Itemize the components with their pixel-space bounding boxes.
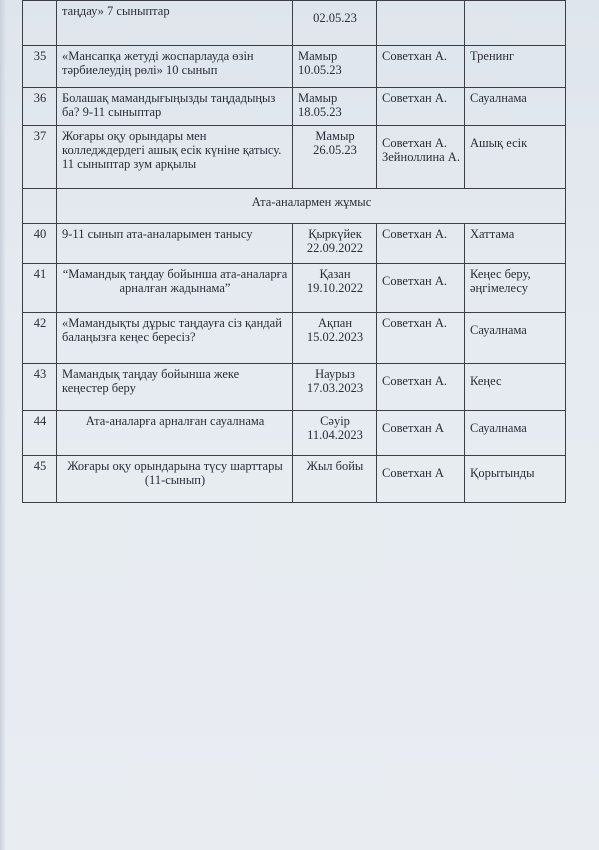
row-number: 35 — [23, 46, 57, 88]
row-number: 45 — [23, 456, 57, 503]
section-title: Ата-аналармен жұмыс — [57, 189, 566, 224]
row-date: 02.05.23 — [293, 1, 377, 46]
section-spacer-cell — [23, 189, 57, 224]
row-date: Сәуір 11.04.2023 — [293, 411, 377, 456]
row-topic: Жоғары оқу орындарына түсу шарттары (11-сынып) — [57, 456, 293, 503]
row-form: Сауалнама — [465, 411, 566, 456]
row-topic: «Мамандықты дұрыс таңдауға сіз қандай балаңызға кеңес бересіз? — [57, 313, 293, 364]
table-row — [23, 224, 566, 264]
row-form: Кеңес беру, әңгімелесу — [465, 264, 566, 313]
table-row — [23, 411, 566, 456]
row-responsible: Советхан А. — [377, 46, 465, 88]
row-number: 41 — [23, 264, 57, 313]
row-date: Мамыр 26.05.23 — [293, 126, 377, 189]
row-responsible: Советхан А. — [377, 88, 465, 126]
row-number: 43 — [23, 364, 57, 411]
row-date: Мамыр 10.05.23 — [293, 46, 377, 88]
row-number: 37 — [23, 126, 57, 189]
table-row — [23, 88, 566, 126]
row-number: 44 — [23, 411, 57, 456]
table-row — [23, 313, 566, 364]
row-responsible: Советхан А. — [377, 313, 465, 364]
page-edge-shadow — [0, 0, 6, 850]
row-form: Кеңес — [465, 364, 566, 411]
row-responsible: Советхан А. Зейноллина А. — [377, 126, 465, 189]
row-form: Сауалнама — [465, 313, 566, 364]
row-form: Хаттама — [465, 224, 566, 264]
row-responsible: Советхан А. — [377, 264, 465, 313]
row-number: 40 — [23, 224, 57, 264]
row-responsible: Советхан А — [377, 456, 465, 503]
row-topic: 9-11 сынып ата-аналарымен танысу — [57, 224, 293, 264]
row-topic: таңдау» 7 сыныптар — [57, 1, 293, 46]
table-row — [23, 1, 566, 46]
table-row — [23, 264, 566, 313]
row-topic: Жоғары оқу орындары мен колледждердегі ашық есік күніне қатысу. 11 сыныптар зум арқылы — [57, 126, 293, 189]
row-form: Тренинг — [465, 46, 566, 88]
row-responsible: Советхан А. — [377, 364, 465, 411]
section-header-row — [23, 189, 566, 224]
row-date: Наурыз 17.03.2023 — [293, 364, 377, 411]
table-row — [23, 126, 566, 189]
row-date: Қазан 19.10.2022 — [293, 264, 377, 313]
row-topic: Мамандық таңдау бойынша жеке кеңестер беру — [57, 364, 293, 411]
row-form: Сауалнама — [465, 88, 566, 126]
table-row — [23, 46, 566, 88]
row-form — [465, 1, 566, 46]
table-row — [23, 364, 566, 411]
table-row — [23, 456, 566, 503]
row-number: 36 — [23, 88, 57, 126]
row-responsible — [377, 1, 465, 46]
row-form: Ашық есік — [465, 126, 566, 189]
row-date: Жыл бойы — [293, 456, 377, 503]
row-number — [23, 1, 57, 46]
row-responsible: Советхан А — [377, 411, 465, 456]
row-date: Ақпан 15.02.2023 — [293, 313, 377, 364]
row-topic: «Мансапқа жетуді жоспарлауда өзін тәрбиелеудің рөлі» 10 сынып — [57, 46, 293, 88]
row-date: Мамыр 18.05.23 — [293, 88, 377, 126]
row-date: Қыркүйек 22.09.2022 — [293, 224, 377, 264]
row-number: 42 — [23, 313, 57, 364]
plan-table — [22, 0, 566, 503]
row-topic: Ата-аналарға арналған сауалнама — [57, 411, 293, 456]
row-topic: “Мамандық таңдау бойынша ата-аналарға арналған жадынама” — [57, 264, 293, 313]
row-responsible: Советхан А. — [377, 224, 465, 264]
row-topic: Болашақ мамандығыңызды таңдадыңыз ба? 9-11 сыныптар — [57, 88, 293, 126]
row-form: Қорытынды — [465, 456, 566, 503]
